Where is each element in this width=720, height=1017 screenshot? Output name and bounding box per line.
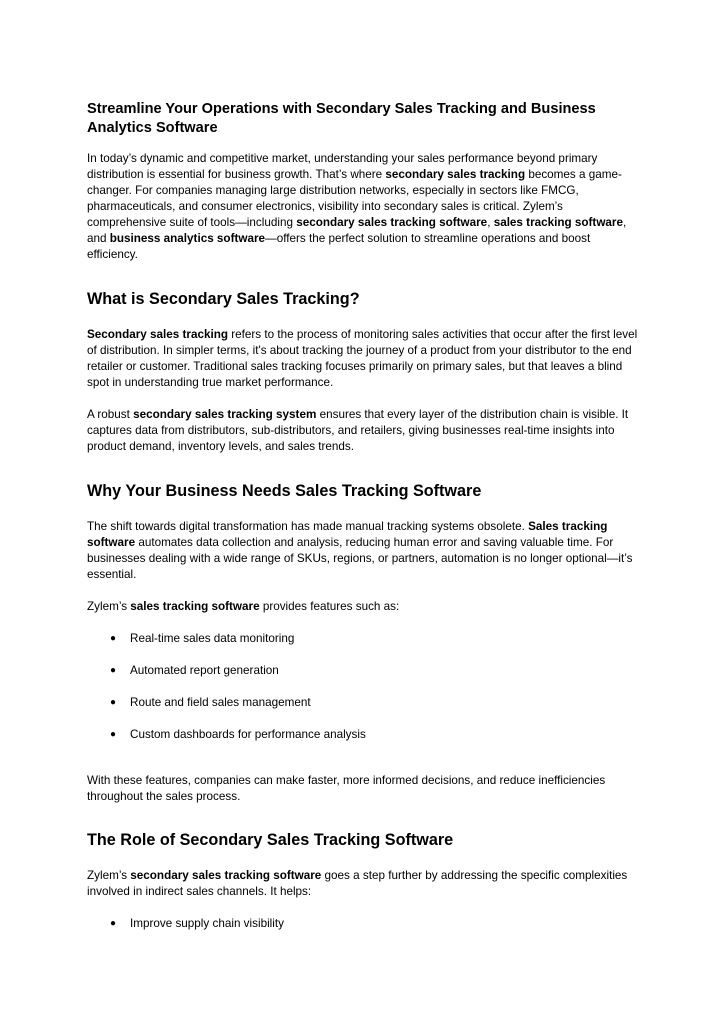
section1-paragraph-2 bbox=[87, 407, 643, 455]
section2-p2-text-1: Zylem’s bbox=[87, 600, 131, 613]
section2-paragraph-1 bbox=[87, 519, 643, 583]
list-item bbox=[87, 631, 643, 647]
section2-paragraph-2 bbox=[87, 599, 643, 615]
role-list bbox=[87, 916, 643, 932]
intro-text-1: In today’s dynamic and competitive market, understanding your sales performance beyond primary distribution is essential for business growth. That’s where bbox=[87, 152, 598, 181]
list-item-text: Automated report generation bbox=[130, 664, 279, 677]
section2-p1-text-2: automates data collection and analysis, reducing human error and saving valuable time. For businesses dealing with a wide range of SKUs, regions, or partners, automation is no longer optional—it’s essential. bbox=[87, 536, 633, 581]
section2-paragraph-3: With these features, companies can make faster, more informed decisions, and reduce inefficiencies throughout the sales process. bbox=[87, 774, 606, 803]
intro-bold-4: business analytics software bbox=[109, 232, 265, 245]
intro-bold-1: secondary sales tracking bbox=[385, 168, 526, 181]
section-heading-why-needs: Why Your Business Needs Sales Tracking Software bbox=[87, 482, 482, 500]
bullet-icon: ● bbox=[110, 633, 117, 644]
bullet-icon: ● bbox=[110, 697, 117, 708]
section1-p1-bold-1: Secondary sales tracking bbox=[87, 328, 228, 341]
list-item-text: Route and field sales management bbox=[130, 696, 311, 709]
section2-p2-text-2: provides features such as: bbox=[259, 600, 400, 613]
intro-text-2: becomes a game-changer. For companies managing large distribution networks, especially in sectors like FMCG, pharmaceuticals, and consumer electronics, visibility into secondary sales is critical. Zylem’s comprehensive suite of tools—including bbox=[87, 168, 622, 229]
list-item-text: Improve supply chain visibility bbox=[130, 917, 284, 930]
bullet-icon: ● bbox=[110, 665, 117, 676]
list-item bbox=[87, 695, 643, 711]
section1-paragraph-1 bbox=[87, 327, 643, 391]
bullet-icon: ● bbox=[110, 729, 117, 740]
section1-p1-text-1: refers to the process of monitoring sales activities that occur after the first level of distribution. In simpler terms, it's about tracking the journey of a product from your distributor to the end retailer or customer. Traditional sales tracking focuses primarily on primary sales, but that leaves a blind spot in understanding true market performance. bbox=[87, 328, 638, 389]
features-list bbox=[87, 631, 643, 743]
intro-bold-3: sales tracking software bbox=[493, 216, 623, 229]
section3-p1-bold-1: secondary sales tracking software bbox=[130, 869, 322, 882]
section2-p1-bold-1: Sales tracking software bbox=[87, 520, 608, 549]
section2-p1-text-1: The shift towards digital transformation has made manual tracking systems obsolete. bbox=[87, 520, 529, 533]
section2-p2-bold-1: sales tracking software bbox=[130, 600, 260, 613]
intro-text-4: , and bbox=[87, 216, 627, 245]
section-heading-role: The Role of Secondary Sales Tracking Software bbox=[87, 831, 454, 849]
list-item-text: Custom dashboards for performance analysis bbox=[130, 728, 366, 741]
intro-text-5: —offers the perfect solution to streamline operations and boost efficiency. bbox=[87, 232, 591, 261]
section1-p2-bold-1: secondary sales tracking system bbox=[133, 408, 317, 421]
section3-p1-text-1: Zylem’s bbox=[87, 869, 131, 882]
section3-p1-text-2: goes a step further by addressing the specific complexities involved in indirect sales channels. It helps: bbox=[87, 869, 628, 898]
section1-p2-text-2: ensures that every layer of the distribution chain is visible. It captures data from distributors, sub-distributors, and retailers, giving businesses real-time insights into product demand, inventory levels, and sales trends. bbox=[87, 408, 629, 453]
intro-paragraph bbox=[87, 151, 643, 263]
intro-bold-2: secondary sales tracking software bbox=[296, 216, 488, 229]
intro-text-3: , bbox=[487, 216, 494, 229]
list-item-text: Real-time sales data monitoring bbox=[130, 632, 295, 645]
document-page bbox=[87, 100, 643, 948]
document-title: Streamline Your Operations with Secondary Sales Tracking and Business Analytics Software bbox=[87, 101, 596, 136]
bullet-icon: ● bbox=[110, 918, 117, 929]
section1-p2-text-1: A robust bbox=[87, 408, 134, 421]
list-item bbox=[87, 727, 643, 743]
section-heading-what-is: What is Secondary Sales Tracking? bbox=[87, 290, 360, 308]
list-item bbox=[87, 663, 643, 679]
section3-paragraph-1 bbox=[87, 868, 643, 900]
list-item bbox=[87, 916, 643, 932]
